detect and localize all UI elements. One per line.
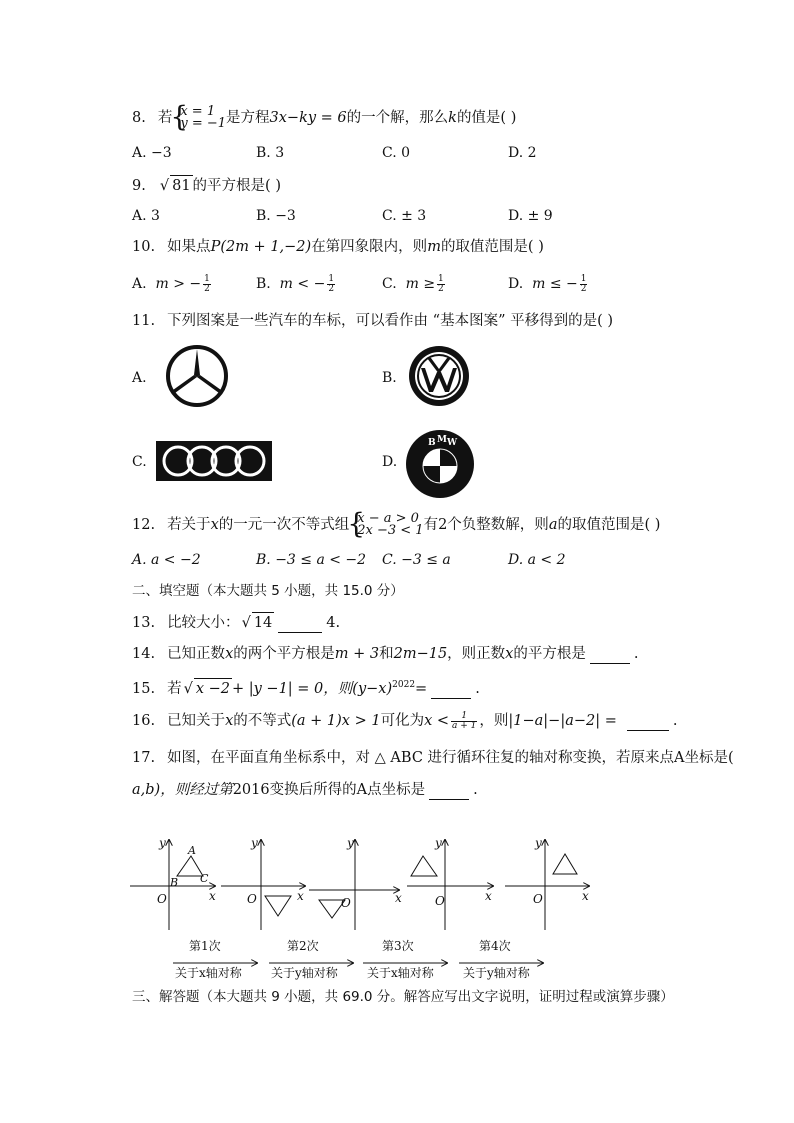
text: 4.: [326, 615, 341, 631]
mercedes-logo[interactable]: [164, 343, 230, 413]
step-3-desc: 关于x轴对称: [367, 966, 434, 980]
text: 变换后所得的A点坐标是: [269, 782, 426, 798]
step-1-label: 第1次: [189, 939, 221, 953]
question-16: [132, 710, 677, 731]
origin-label: O: [157, 892, 167, 906]
axis-x-label: x: [582, 889, 589, 903]
expression: (y−x): [352, 680, 393, 697]
question-number: 14.: [132, 646, 156, 662]
option-a[interactable]: A. a < −2: [132, 552, 201, 568]
answer-blank[interactable]: [590, 643, 630, 664]
vertex-b-label: B: [170, 876, 179, 889]
question-15: [132, 675, 480, 699]
section-heading-solutions: 三、解答题（本大题共 9 小题，共 69.0 分。解答应写出文字说明，证明过程或演算步骤）: [132, 989, 674, 1005]
step-2-desc: 关于y轴对称: [271, 966, 338, 980]
radical-sign: √: [159, 178, 170, 194]
question-number: 10.: [132, 239, 156, 255]
option-c[interactable]: [382, 274, 447, 294]
step-2-label: 第2次: [287, 939, 319, 953]
option-b[interactable]: [256, 274, 337, 294]
option-b[interactable]: B. −3 ≤ a < −2: [256, 552, 367, 568]
text: 已知正数: [167, 646, 226, 662]
text: a,b)，则经过第: [132, 782, 233, 798]
vertex-a-label: A: [188, 844, 196, 857]
variable: x: [210, 517, 219, 533]
option-a[interactable]: A. −3: [132, 145, 172, 161]
radicand: 81: [170, 175, 192, 196]
text: 下列图案是一些汽车的车标，可以看作由 “基本图案” 平移得到的是( ): [167, 313, 614, 329]
variable: m: [155, 276, 169, 292]
axis-y-label: y: [435, 836, 442, 850]
radical-sign: √: [241, 615, 251, 631]
axis-y-label: y: [347, 836, 354, 850]
variable: m: [427, 239, 441, 255]
system-line-2: y = −1: [180, 116, 227, 131]
denominator: 2: [328, 283, 335, 294]
question-number: 17.: [132, 750, 156, 766]
option-label: B.: [256, 276, 271, 292]
text: =: [415, 680, 428, 697]
question-11: [132, 311, 613, 331]
text: 比较大小：: [167, 615, 240, 631]
option-a[interactable]: [132, 274, 213, 294]
bmw-letter-b: B: [428, 438, 436, 448]
text: 有2个负整数解，则: [423, 517, 549, 533]
point: P(2m + 1,−2): [210, 239, 312, 255]
radicand: 14: [252, 612, 274, 633]
origin-label: O: [435, 894, 445, 908]
fraction: [203, 275, 211, 294]
text: 的平方根是: [513, 646, 586, 662]
expression: m + 3: [334, 646, 380, 662]
option-d[interactable]: D. a < 2: [508, 552, 566, 568]
variable: x: [505, 646, 514, 662]
answer-blank[interactable]: [429, 779, 469, 800]
system-line-2: 2x −3 < 1: [357, 523, 424, 538]
text: 如果点: [167, 239, 211, 255]
origin-label: O: [247, 892, 257, 906]
fraction: [327, 275, 335, 294]
volkswagen-icon: [407, 344, 471, 408]
option-b[interactable]: B. −3: [256, 208, 296, 224]
axis-y-label: y: [159, 836, 166, 850]
inequality-system: [349, 513, 423, 537]
variable: x: [225, 713, 234, 729]
text: + |y −1| = 0，则: [231, 680, 353, 697]
option-d[interactable]: D. 2: [508, 145, 537, 161]
text: 的平方根是( ): [192, 178, 281, 194]
fraction: [580, 275, 588, 294]
axis-y-label: y: [251, 836, 258, 850]
question-13: [132, 612, 340, 633]
question-8: [132, 106, 516, 130]
option-b[interactable]: B.: [382, 370, 397, 386]
question-12: [132, 513, 660, 537]
step-4-label: 第4次: [479, 939, 511, 953]
variable: k: [448, 110, 457, 126]
text: 的一个解，那么: [346, 110, 449, 126]
audi-rings-icon: [156, 441, 272, 481]
option-a[interactable]: A.: [132, 370, 147, 386]
answer-blank[interactable]: [627, 710, 669, 731]
variable: a: [548, 517, 558, 533]
step-1-desc: 关于x轴对称: [175, 966, 242, 980]
step-number: 2016: [232, 782, 270, 798]
option-c[interactable]: C. 0: [382, 145, 411, 161]
numerator: 1: [204, 273, 210, 284]
step-4-desc: 关于y轴对称: [463, 966, 530, 980]
option-b[interactable]: B. 3: [256, 145, 285, 161]
option-d[interactable]: D.: [382, 454, 398, 470]
text: 若: [157, 110, 173, 126]
option-c[interactable]: C.: [132, 454, 147, 470]
question-number: 16.: [132, 713, 156, 729]
text: 是方程: [226, 110, 270, 126]
audi-logo[interactable]: [156, 441, 272, 485]
question-number: 15.: [132, 680, 156, 697]
text: ，则: [479, 713, 509, 729]
text: .: [672, 713, 678, 729]
relation: < −: [297, 276, 326, 292]
text: 的不等式: [233, 713, 292, 729]
question-17: [132, 748, 734, 768]
question-number: 9.: [132, 178, 146, 194]
relation: ≤ −: [549, 276, 578, 292]
numerator: 1: [451, 712, 477, 722]
equation-system: [172, 106, 226, 130]
option-d[interactable]: D. ± 9: [508, 208, 553, 224]
option-d[interactable]: [508, 274, 589, 294]
section-heading-fill-in: 二、填空题（本大题共 5 小题，共 15.0 分）: [132, 583, 404, 599]
mercedes-star-icon: [164, 343, 230, 409]
option-c[interactable]: C. −3 ≤ a: [382, 552, 451, 568]
volkswagen-logo[interactable]: [407, 344, 471, 412]
text: 若关于: [167, 517, 211, 533]
text: 的一元一次不等式组: [218, 517, 350, 533]
bmw-letter-w: W: [447, 438, 458, 448]
inequality: (a + 1)x > 1: [291, 713, 381, 729]
step-3-label: 第3次: [382, 939, 414, 953]
text: .: [475, 680, 480, 697]
question-14: [132, 643, 638, 664]
relation: ≥: [423, 276, 436, 292]
numerator: 1: [438, 273, 444, 284]
expression: |1−a|−|a−2| =: [508, 713, 617, 729]
question-10: [132, 237, 544, 257]
numerator: 1: [580, 273, 587, 284]
text: 如图，在平面直角坐标系中，对 △ ABC 进行循环往复的轴对称变换，若原来点A坐标是(: [167, 750, 734, 766]
variable: m: [532, 276, 546, 292]
option-a[interactable]: A. 3: [132, 208, 160, 224]
text: 可化为: [380, 713, 425, 729]
option-label: C.: [382, 276, 397, 292]
option-c[interactable]: C. ± 3: [382, 208, 427, 224]
axis-x-label: x: [485, 889, 492, 903]
denominator: a + 1: [452, 720, 477, 731]
origin-label: O: [341, 896, 351, 910]
fraction: [437, 275, 445, 294]
axis-x-label: x: [209, 889, 216, 903]
variable: x: [225, 646, 234, 662]
text: 的取值范围是( ): [557, 517, 661, 533]
answer-blank[interactable]: [278, 612, 322, 633]
origin-label: O: [533, 892, 543, 906]
expression: x <: [424, 713, 450, 729]
symmetry-transform-diagram: [125, 830, 595, 980]
fraction: [451, 712, 477, 731]
text: .: [633, 646, 639, 662]
radical-sign: √: [183, 680, 193, 697]
question-9: [132, 175, 281, 196]
equation: 3x−ky = 6: [269, 110, 347, 126]
axis-x-label: x: [395, 891, 402, 905]
bmw-letter-m: M: [437, 435, 447, 445]
numerator: 1: [328, 273, 335, 284]
expression: 2m−15: [393, 646, 448, 662]
question-number: 13.: [132, 615, 156, 631]
question-number: 11.: [132, 313, 156, 329]
axis-y-label: y: [535, 836, 542, 850]
figure-17: [125, 830, 595, 984]
vertex-c-label: C: [200, 872, 209, 885]
text: .: [473, 782, 478, 798]
bmw-logo[interactable]: [404, 428, 476, 504]
denominator: 2: [204, 283, 210, 294]
text: 的两个平方根是: [233, 646, 335, 662]
radicand: x −2: [194, 678, 232, 699]
text: 和: [379, 646, 394, 662]
option-label: D.: [508, 276, 524, 292]
text: 已知关于: [167, 713, 226, 729]
option-label: A.: [132, 276, 147, 292]
text: 的取值范围是( ): [440, 239, 544, 255]
relation: > −: [173, 276, 202, 292]
text: 的值是( ): [456, 110, 517, 126]
variable: m: [279, 276, 293, 292]
text: ，则正数: [447, 646, 506, 662]
question-17-line-2: [132, 779, 478, 800]
axis-x-label: x: [297, 889, 304, 903]
denominator: 2: [580, 283, 587, 294]
question-number: 8.: [132, 110, 146, 126]
exponent: 2022: [392, 680, 416, 690]
text: 在第四象限内，则: [311, 239, 428, 255]
denominator: 2: [438, 283, 444, 294]
bmw-roundel-icon: [404, 428, 476, 500]
answer-blank[interactable]: [431, 678, 471, 699]
question-number: 12.: [132, 517, 156, 533]
variable: m: [405, 276, 419, 292]
system-line-1: { x = 1: [180, 104, 216, 119]
system-line-1: { x − a > 0: [357, 511, 419, 526]
text: 若: [167, 680, 182, 697]
